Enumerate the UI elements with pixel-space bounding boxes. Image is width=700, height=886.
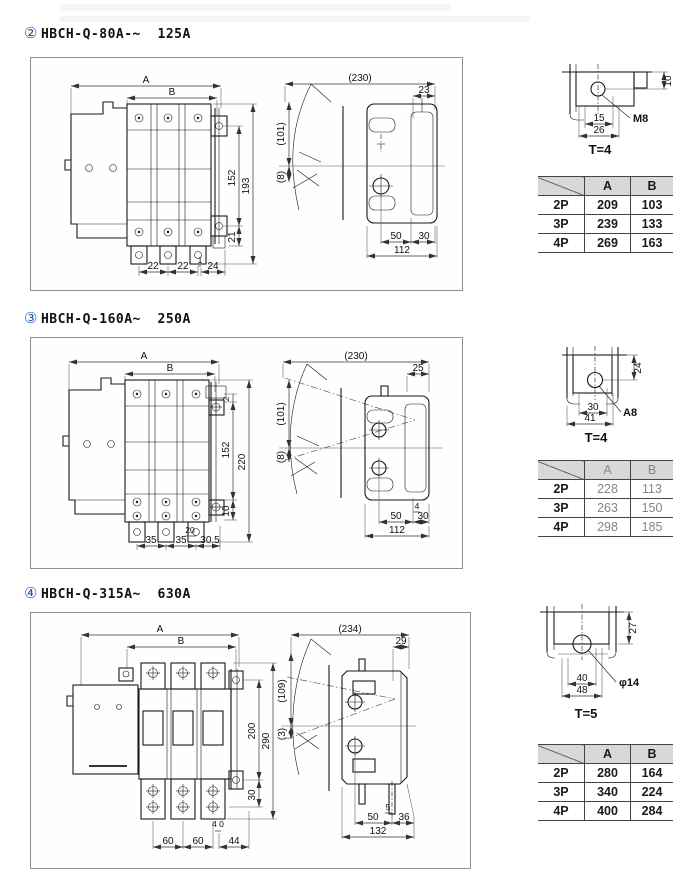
dim-label: (8) [276, 450, 287, 464]
dim-label: 220 [237, 453, 248, 471]
dim-label: A [156, 624, 164, 635]
table-row [538, 215, 673, 234]
row-header: 3P [538, 499, 585, 518]
table-row [538, 480, 673, 499]
dim-label: 29 [395, 636, 407, 647]
dim-label: 22 [177, 261, 189, 272]
dim-label: 25 [412, 363, 424, 374]
dimension-table-2 [538, 460, 673, 537]
row-header: 2P [538, 480, 585, 499]
table-row [538, 802, 673, 821]
column-header-b: B [631, 177, 674, 196]
dim-label: 200 [247, 722, 258, 740]
dim-label: 15 [593, 113, 605, 124]
dim-label: 35 [175, 535, 187, 546]
mounting-detail-drawing-1 [534, 58, 700, 162]
table-row [538, 234, 673, 253]
table-corner-cell [538, 745, 585, 764]
cell-a: 280 [585, 764, 631, 783]
thread-label: M8 [633, 113, 649, 125]
table-row [538, 499, 673, 518]
cell-a: 298 [585, 518, 631, 537]
dim-label: 112 [394, 245, 410, 256]
side-view-drawing-3 [277, 621, 461, 861]
side-view-drawing-1 [277, 70, 449, 270]
dim-label: 4 [414, 501, 420, 511]
dim-label: 112 [389, 525, 405, 536]
row-header: 3P [538, 215, 585, 234]
dim-label: 36 [398, 812, 410, 823]
dim-label: 50 [390, 231, 402, 242]
cell-b: 164 [631, 764, 674, 783]
row-header: 4P [538, 234, 585, 253]
dim-label: A [142, 75, 150, 86]
print-bleed-artifact [60, 16, 530, 22]
dim-label: 30 [417, 511, 429, 522]
cell-b: 133 [631, 215, 674, 234]
dim-label: 193 [241, 177, 252, 195]
dim-label: 44 [228, 836, 240, 847]
dim-label: 4 0 [212, 819, 224, 829]
dim-label: (109) [277, 679, 288, 703]
side-view-drawing-2 [277, 348, 449, 552]
dim-label: 50 [367, 812, 379, 823]
section-1-badge: ② [24, 24, 38, 42]
dim-label: 22 [147, 261, 159, 272]
dim-label: 24 [207, 261, 219, 272]
row-header: 2P [538, 764, 585, 783]
dim-label: 152 [221, 441, 232, 459]
section-2-drawing-box [30, 337, 463, 569]
print-bleed-artifact [60, 4, 450, 11]
dim-label: 26 [593, 125, 605, 136]
dim-label: (101) [276, 402, 287, 426]
dim-label: 21 [227, 231, 238, 243]
dim-label: 10 [221, 505, 232, 517]
table-corner-cell [538, 177, 585, 196]
column-header-b: B [631, 745, 674, 764]
mounting-detail-drawing-2 [532, 342, 700, 450]
dim-label: 35 [145, 535, 157, 546]
dim-label: 1 [197, 255, 203, 265]
dim-label: (3) [277, 727, 288, 741]
section-3-drawing-box [30, 612, 471, 869]
dim-label: 30 [418, 231, 430, 242]
dim-label: 20 [185, 525, 195, 535]
dimension-table-3 [538, 744, 673, 821]
cell-a: 340 [585, 783, 631, 802]
column-header-a: A [585, 745, 631, 764]
section-1-title: HBCH-Q-80A-~ 125A [40, 27, 191, 42]
section-2-badge: ③ [24, 309, 38, 327]
cell-a: 228 [585, 480, 631, 499]
cell-a: 263 [585, 499, 631, 518]
cell-a: 400 [585, 802, 631, 821]
front-view-drawing-3 [53, 621, 285, 867]
section-2-title: HBCH-Q-160A~ 250A [40, 312, 191, 327]
dim-label: B [166, 363, 174, 374]
dim-label: B [177, 636, 185, 647]
table-row [538, 518, 673, 537]
thread-label: A8 [623, 407, 638, 419]
dim-label: 23 [418, 85, 430, 96]
dim-label: 132 [369, 826, 387, 837]
dim-label: 30 [587, 402, 599, 413]
section-3-heading [24, 584, 191, 602]
front-view-drawing-2 [53, 350, 271, 560]
section-2-heading [24, 309, 191, 327]
cell-a: 209 [585, 196, 631, 215]
dim-label: 60 [162, 836, 174, 847]
dim-label: 290 [261, 732, 272, 750]
table-corner-cell [538, 461, 585, 480]
dim-label: 30 [247, 789, 258, 801]
table-row [538, 764, 673, 783]
dim-label: 60 [192, 836, 204, 847]
dim-label: 10 [663, 75, 674, 87]
cell-a: 269 [585, 234, 631, 253]
column-header-a: A [585, 177, 631, 196]
dim-label: (234) [338, 624, 362, 635]
section-3-title: HBCH-Q-315A~ 630A [40, 587, 191, 602]
table-row [538, 196, 673, 215]
hole-diameter-label: φ14 [619, 677, 640, 689]
section-1-heading [24, 24, 191, 42]
dim-label: 48 [576, 685, 588, 696]
cell-b: 224 [631, 783, 674, 802]
column-header-b: B [631, 461, 674, 480]
cell-b: 150 [631, 499, 674, 518]
cell-b: 113 [631, 480, 674, 499]
row-header: 4P [538, 518, 585, 537]
dim-label: (230) [344, 351, 368, 362]
dim-label: A [140, 351, 148, 362]
dim-label: 152 [227, 169, 238, 187]
dim-label: 30.5 [200, 535, 220, 546]
dim-label: 41 [584, 413, 596, 424]
section-3-badge: ④ [24, 584, 38, 602]
dimension-table-1 [538, 176, 673, 253]
cell-b: 163 [631, 234, 674, 253]
column-header-a: A [585, 461, 631, 480]
dim-label: 2 [221, 396, 231, 402]
dim-label: (101) [276, 122, 287, 146]
cell-b: 103 [631, 196, 674, 215]
section-1-drawing-box [30, 57, 463, 291]
row-header: 2P [538, 196, 585, 215]
table-row [538, 783, 673, 802]
dim-label: 50 [390, 511, 402, 522]
dim-label: B [168, 87, 176, 98]
dim-label: 24 [633, 362, 644, 374]
cell-a: 239 [585, 215, 631, 234]
dim-label: 40 [576, 673, 588, 684]
front-view-drawing-1 [55, 74, 270, 279]
dim-label: (230) [348, 73, 372, 84]
row-header: 3P [538, 783, 585, 802]
row-header: 4P [538, 802, 585, 821]
dim-label: (8) [276, 170, 287, 184]
dim-label: 5 [385, 802, 391, 812]
cell-b: 185 [631, 518, 674, 537]
thickness-label: T=4 [588, 142, 612, 157]
dim-label: 27 [628, 622, 639, 634]
mounting-detail-drawing-3 [528, 602, 700, 728]
thickness-label: T=4 [584, 430, 608, 445]
thickness-label: T=5 [574, 706, 598, 721]
cell-b: 284 [631, 802, 674, 821]
